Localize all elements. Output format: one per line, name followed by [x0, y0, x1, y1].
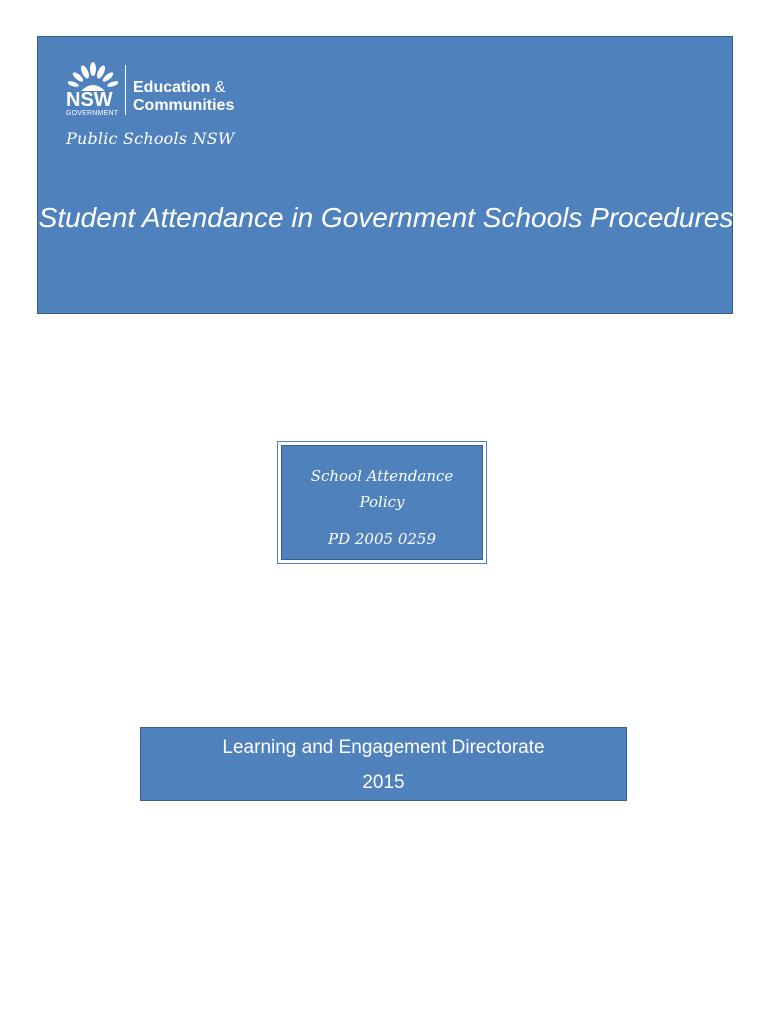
directorate-name: Learning and Engagement Directorate	[222, 737, 545, 758]
publication-year: 2015	[362, 772, 405, 793]
government-wordmark: GOVERNMENT	[66, 110, 119, 117]
department-education: Education	[133, 79, 211, 96]
nsw-logo	[64, 59, 284, 159]
header-banner	[37, 36, 733, 314]
nsw-wordmark: NSW	[66, 89, 113, 111]
department-ampersand: &	[214, 79, 226, 96]
policy-reference-inner	[281, 445, 483, 560]
policy-reference-box	[277, 441, 487, 564]
department-communities: Communities	[133, 97, 235, 114]
policy-title: School Attendance Policy	[310, 467, 454, 511]
policy-code: PD 2005 0259	[327, 530, 436, 548]
document-title: Student Attendance in Government Schools Procedures	[38, 202, 734, 233]
directorate-banner	[140, 727, 627, 801]
tagline: Public Schools NSW	[66, 129, 235, 148]
logo-divider	[125, 65, 126, 115]
department-name-line1	[133, 79, 225, 97]
